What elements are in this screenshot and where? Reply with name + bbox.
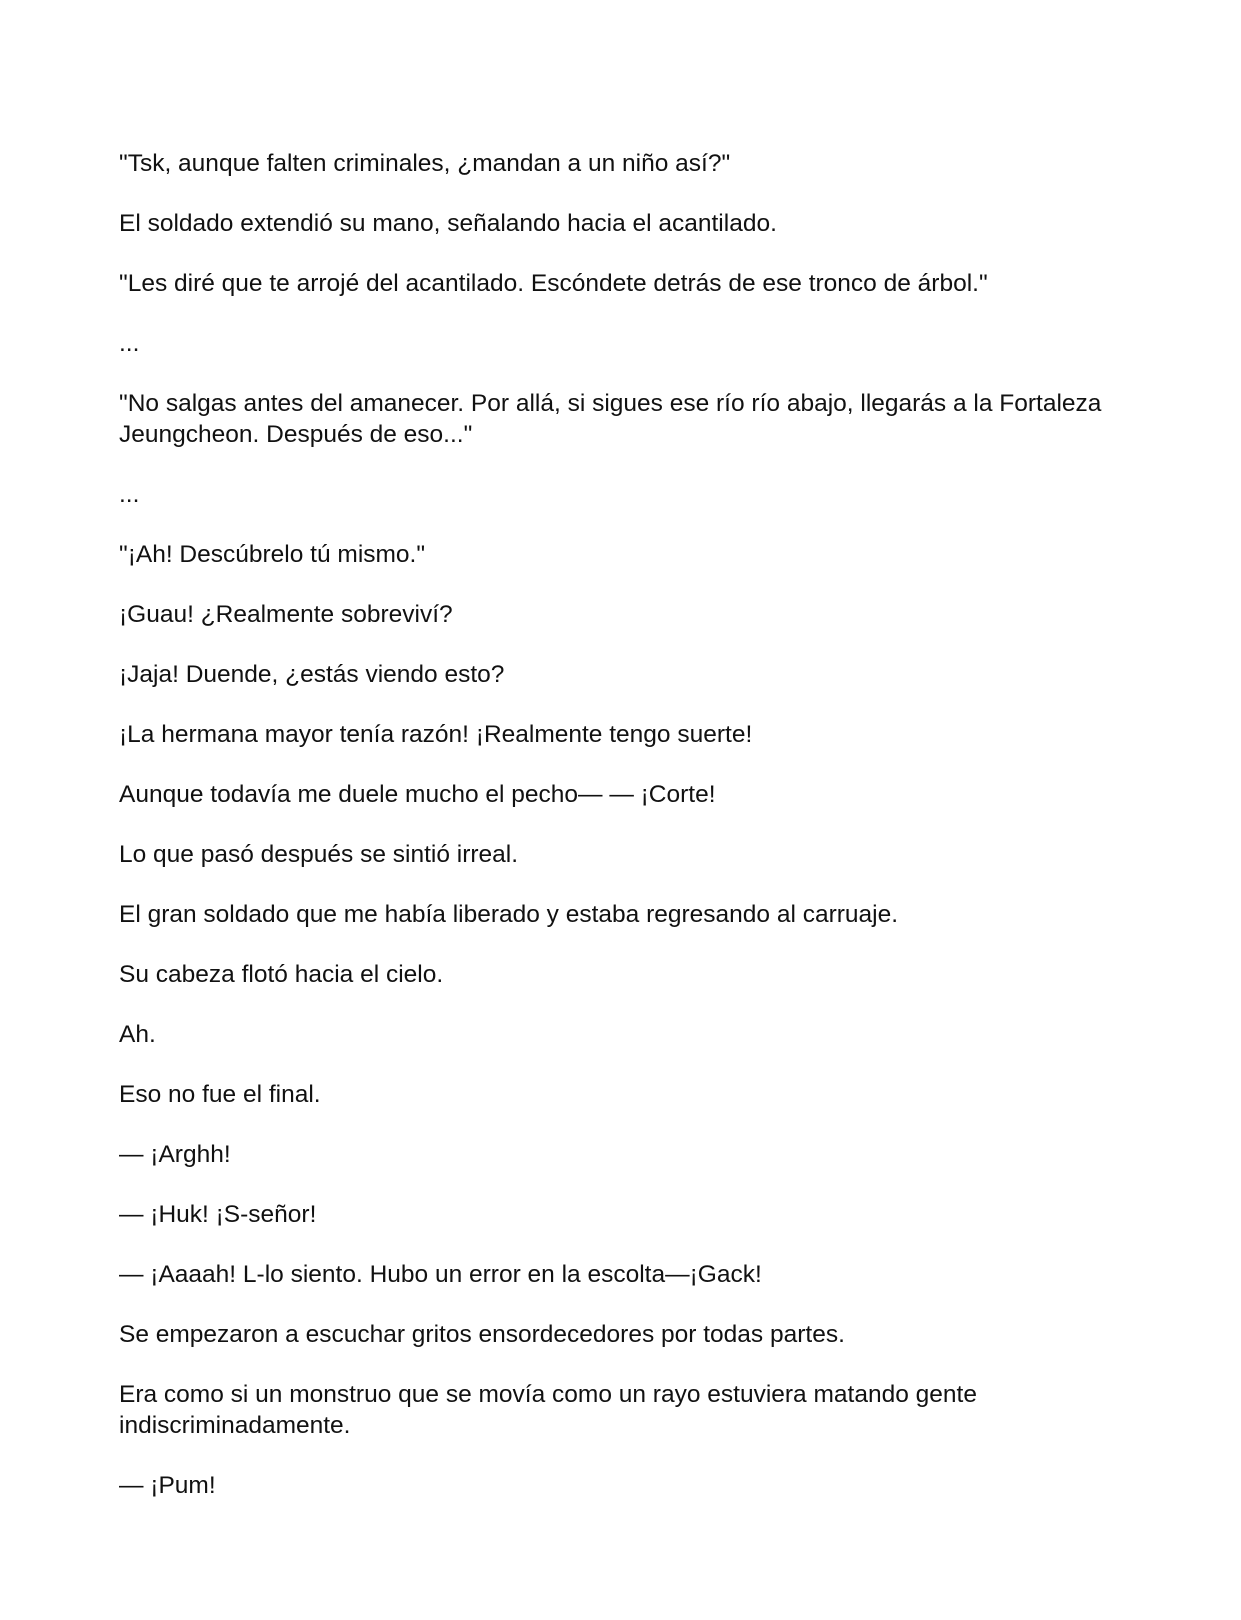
text-column xyxy=(119,148,1129,1530)
paragraph: ¡Jaja! Duende, ¿estás viendo esto? xyxy=(119,661,505,688)
paragraph: El gran soldado que me había liberado y estaba regresando al carruaje. xyxy=(119,901,899,928)
paragraph: ¡La hermana mayor tenía razón! ¡Realmente tengo suerte! xyxy=(119,721,753,748)
paragraph: "Tsk, aunque falten criminales, ¿mandan a un niño así?" xyxy=(119,150,731,177)
paragraph: — ¡Arghh! xyxy=(119,1141,231,1168)
paragraph: ... xyxy=(119,481,140,508)
paragraph: "Les diré que te arrojé del acantilado. Escóndete detrás de ese tronco de árbol." xyxy=(119,270,988,297)
paragraph: "No salgas antes del amanecer. Por allá, si sigues ese río río abajo, llegarás a la Fortaleza Jeungcheon. Después de eso..." xyxy=(119,390,1102,448)
paragraph: ... xyxy=(119,330,140,357)
paragraph: Su cabeza flotó hacia el cielo. xyxy=(119,961,444,988)
paragraph: Eso no fue el final. xyxy=(119,1081,321,1108)
paragraph: Era como si un monstruo que se movía como un rayo estuviera matando gente indiscriminadamente. xyxy=(119,1381,977,1439)
paragraph: Se empezaron a escuchar gritos ensordecedores por todas partes. xyxy=(119,1321,845,1348)
paragraph: Lo que pasó después se sintió irreal. xyxy=(119,841,519,868)
paragraph: — ¡Aaaah! L-lo siento. Hubo un error en la escolta—¡Gack! xyxy=(119,1261,762,1288)
paragraph: — ¡Huk! ¡S-señor! xyxy=(119,1201,317,1228)
paragraph: ¡Guau! ¿Realmente sobreviví? xyxy=(119,601,453,628)
paragraph: Ah. xyxy=(119,1021,156,1048)
paragraph: "¡Ah! Descúbrelo tú mismo." xyxy=(119,541,426,568)
paragraph: — ¡Pum! xyxy=(119,1472,216,1499)
paragraph: Aunque todavía me duele mucho el pecho— — ¡Corte! xyxy=(119,781,716,808)
paragraph: El soldado extendió su mano, señalando hacia el acantilado. xyxy=(119,210,777,237)
